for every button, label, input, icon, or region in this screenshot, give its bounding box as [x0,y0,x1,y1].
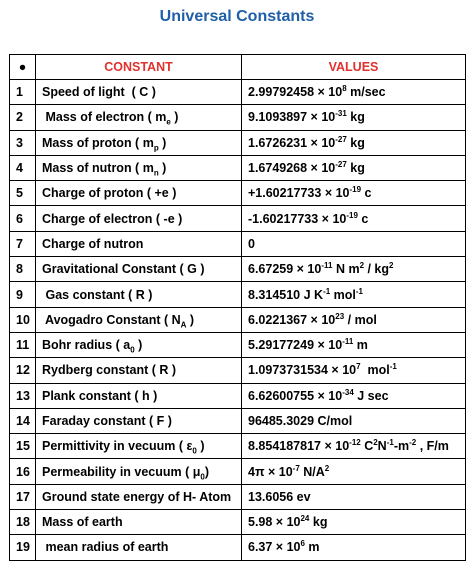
constant-name: Rydberg constant ( R ) [36,358,242,383]
constant-name: Permeability in vecuum ( $\mu_0$) [36,459,242,484]
row-number: 4 [10,155,36,180]
row-number: 18 [10,510,36,535]
constant-value-superscript: 2 [324,463,330,473]
constant-value-superscript: -1 [323,286,331,296]
row-number: 5 [10,181,36,206]
constant-value: $5.29177249 \times 10^{-11}$ m [242,332,466,357]
constant-value-superscript: 23 [335,311,345,321]
constant-name: mean radius of earth [36,535,242,560]
constant-name-subscript: e [166,117,171,127]
header-constant: CONSTANT [36,55,242,80]
constants-table [9,54,466,561]
header-bullet: ● [10,55,36,80]
constant-name-subscript: 0 [130,345,135,355]
constant-name: Mass of earth [36,510,242,535]
constant-name: Charge of electron ( -e ) [36,206,242,231]
constant-name-subscript: A [180,320,187,330]
constant-value: $6.62600755 \times 10^{-34}$ J sec [242,383,466,408]
constant-value: 96485.3029 C/mol [242,408,466,433]
constant-value: $6.0221367 \times 10^{23}$ / mol [242,307,466,332]
constant-value: $2.99792458 \times 10^8$ m/sec [242,80,466,105]
constant-value: $9.1093897 \times 10^{-31}$ kg [242,105,466,130]
row-number: 3 [10,130,36,155]
constant-name-subscript: n [153,168,159,178]
table-row [10,307,466,332]
table-row [10,459,466,484]
constant-value-superscript: -7 [292,463,300,473]
constant-value-superscript: -11 [342,336,354,346]
table-row [10,408,466,433]
page-title: Universal Constants [159,8,315,25]
constant-value-superscript: -27 [335,134,347,144]
row-number: 8 [10,257,36,282]
constant-name: Avogadro Constant ( $N_A$ ) [36,307,242,332]
constant-value: 0 [242,231,466,256]
constant-name: Mass of nutron ( $m_n$ ) [36,155,242,180]
constant-value-superscript: -2 [409,438,417,448]
constant-name: Mass of electron ( $m_e$ ) [36,105,242,130]
table-row [10,358,466,383]
table-row [10,231,466,256]
constant-value-superscript: -1 [386,438,394,448]
table-header-row [10,55,466,80]
constant-name: Faraday constant ( F ) [36,408,242,433]
constant-value: 8.314510 J $K^{-1}$ mol$^{-1}$ [242,282,466,307]
constant-value: $8.854187817 \times 10^{-12}$ $C^2N^{-1}-m^{-2}$ , F/m [242,434,466,459]
constant-value-superscript: -19 [349,185,362,195]
table-row [10,257,466,282]
constant-value-superscript: -27 [335,159,347,169]
constant-value: $6.37 \times 10^6$ m [242,535,466,560]
row-number: 1 [10,80,36,105]
constant-value-superscript: 24 [300,514,310,524]
constant-name: Speed of light ( C ) [36,80,242,105]
table-row [10,484,466,509]
constant-value-superscript: -1 [355,286,364,296]
constant-name-subscript: 0 [192,446,197,456]
row-number: 12 [10,358,36,383]
row-number: 15 [10,434,36,459]
header-values: VALUES [242,55,466,80]
constant-name: Ground state energy of H- Atom [36,484,242,509]
table-row [10,80,466,105]
row-number: 13 [10,383,36,408]
constant-value-superscript: -1 [389,362,397,372]
table-row [10,155,466,180]
table-row [10,181,466,206]
table-row [10,130,466,155]
constant-value-superscript: 6 [300,539,305,549]
row-number: 11 [10,332,36,357]
row-number: 6 [10,206,36,231]
constant-value-superscript: 8 [342,83,347,93]
constant-value: $6.67259 \times 10^{-11}$ N $m^2 / kg^2$ [242,257,466,282]
table-row [10,510,466,535]
constant-value: $-1.60217733 \times 10^{-19}$ c [242,206,466,231]
constant-value: $1.0973731534 \times 10^7$ mol$^{-1}$ [242,358,466,383]
constant-value-superscript: -11 [321,261,333,271]
constant-name: Mass of proton ( $m_p$ ) [36,130,242,155]
constant-value-superscript: 2 [373,438,378,448]
constant-value-superscript: -34 [342,387,354,397]
table-row [10,282,466,307]
constant-name: Charge of nutron [36,231,242,256]
row-number: 16 [10,459,36,484]
table-row [10,383,466,408]
constant-value-superscript: 2 [389,261,394,271]
row-number: 17 [10,484,36,509]
constant-value: $+1.60217733 \times 10^{-19}$ c [242,181,466,206]
table-row [10,206,466,231]
constant-name: Permittivity in vecuum ( $\varepsilon_0$ ) [36,434,242,459]
table-row [10,535,466,560]
constant-value: $4\pi \times 10^{-7}$ $N/A^2$ [242,459,466,484]
constant-value: $1.6726231 \times 10^{-27}$ kg [242,130,466,155]
constant-value-superscript: -31 [335,109,347,119]
constant-value: $1.6749268 \times 10^{-27}$ kg [242,155,466,180]
table-row [10,332,466,357]
constant-value: 13.6056 ev [242,484,466,509]
constant-name-subscript: p [153,143,159,153]
constant-name: Gas constant ( R ) [36,282,242,307]
constant-value-superscript: 2 [359,261,365,271]
table-body [10,80,466,561]
constant-value-superscript: 7 [356,362,361,372]
constant-name-subscript: 0 [200,472,205,482]
constant-value: $5.98 \times 10^{24}$ kg [242,510,466,535]
constant-value-superscript: -12 [349,438,361,448]
row-number: 2 [10,105,36,130]
table-row [10,434,466,459]
constant-value-superscript: -19 [346,210,358,220]
row-number: 10 [10,307,36,332]
row-number: 19 [10,535,36,560]
constant-name: Plank constant ( h ) [36,383,242,408]
constant-name: Charge of proton ( +e ) [36,181,242,206]
table-row [10,105,466,130]
row-number: 9 [10,282,36,307]
row-number: 7 [10,231,36,256]
constant-name: Bohr radius ( $a_0$ ) [36,332,242,357]
constant-name: Gravitational Constant ( G ) [36,257,242,282]
row-number: 14 [10,408,36,433]
